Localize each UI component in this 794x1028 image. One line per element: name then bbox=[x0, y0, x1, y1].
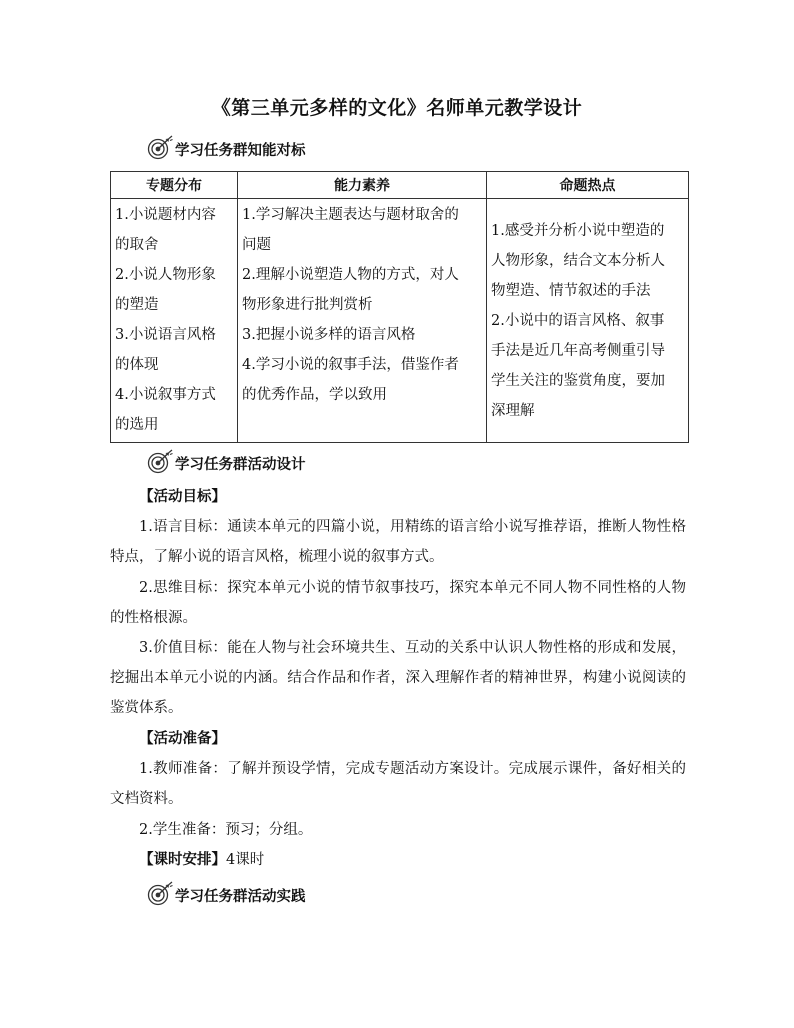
cell-line: 的取舍 bbox=[115, 237, 159, 253]
cell-line: 2.小说人物形象 bbox=[115, 267, 216, 283]
cell-line: 学生关注的鉴赏角度，要加 bbox=[491, 372, 665, 389]
cell-line: 1.学习解决主题表达与题材取舍的 bbox=[242, 207, 459, 223]
table-header-cell: 命题热点 bbox=[487, 172, 689, 199]
target-icon bbox=[147, 135, 173, 161]
activity-goal-label: 【活动目标】 bbox=[139, 488, 226, 505]
cell-line: 2.小说中的语言风格、叙事 bbox=[491, 312, 665, 329]
section-heading-2 bbox=[147, 449, 306, 475]
cell-line: 3.把握小说多样的语言风格 bbox=[242, 327, 416, 343]
cell-line: 的选用 bbox=[115, 417, 159, 433]
cell-line: 物塑造、情节叙述的手法 bbox=[491, 282, 651, 299]
table-header-cell: 专题分布 bbox=[111, 172, 238, 199]
page-title: 《第三单元多样的文化》名师单元教学设计 bbox=[211, 97, 583, 119]
cell-line: 的体现 bbox=[115, 357, 159, 373]
activity-prep-label: 【活动准备】 bbox=[139, 730, 226, 747]
cell-line: 问题 bbox=[242, 237, 271, 253]
cell-line: 3.小说语言风格 bbox=[115, 327, 216, 343]
table-cell-topics bbox=[111, 199, 238, 443]
target-icon bbox=[147, 881, 173, 907]
table-cell-hotspots bbox=[487, 199, 689, 443]
target-icon bbox=[147, 449, 173, 475]
cell-line: 深理解 bbox=[491, 402, 535, 419]
schedule-label: 【课时安排】 bbox=[139, 851, 226, 868]
cell-line: 的优秀作品，学以致用 bbox=[242, 387, 387, 403]
table-header-row bbox=[111, 172, 689, 199]
cell-line: 1.感受并分析小说中塑造的 bbox=[491, 222, 665, 239]
schedule-line bbox=[139, 845, 264, 875]
goal-paragraph-1: 1.语言目标：通读本单元的四篇小说，用精练的语言给小说写推荐语，推断人物性格特点，了解小说的语言风格，梳理小说的叙事方式。 bbox=[110, 519, 686, 565]
knowledge-ability-table bbox=[110, 171, 689, 443]
schedule-value: 4课时 bbox=[226, 852, 265, 868]
section-heading-3 bbox=[147, 881, 306, 907]
prep-paragraph-2: 2.学生准备：预习；分组。 bbox=[139, 822, 313, 838]
section-title: 学习任务群知能对标 bbox=[175, 142, 306, 159]
cell-line: 2.理解小说塑造人物的方式，对人 bbox=[242, 267, 459, 283]
table-row bbox=[111, 199, 689, 443]
table-cell-abilities bbox=[238, 199, 487, 443]
goal-paragraph-2: 2.思维目标：探究本单元小说的情节叙事技巧，探究本单元不同人物不同性格的人物的性格根源。 bbox=[110, 580, 686, 626]
cell-line: 4.小说叙事方式 bbox=[115, 387, 216, 403]
section-title: 学习任务群活动设计 bbox=[175, 456, 306, 473]
section-title: 学习任务群活动实践 bbox=[175, 888, 306, 905]
cell-line: 的塑造 bbox=[115, 297, 159, 313]
goal-paragraph-3: 3.价值目标：能在人物与社会环境共生、互动的关系中认识人物性格的形成和发展，挖掘出本单元小说的内涵。结合作品和作者，深入理解作者的精神世界，构建小说阅读的鉴赏体系。 bbox=[110, 640, 686, 716]
cell-line: 1.小说题材内容 bbox=[115, 207, 216, 223]
cell-line: 手法是近几年高考侧重引导 bbox=[491, 342, 665, 359]
cell-line: 人物形象，结合文本分析人 bbox=[491, 252, 665, 269]
section-heading-1 bbox=[147, 135, 306, 161]
prep-paragraph-1: 1.教师准备：了解并预设学情，完成专题活动方案设计。完成展示课件，备好相关的文档资料。 bbox=[110, 761, 686, 807]
table-header-cell: 能力素养 bbox=[238, 172, 487, 199]
cell-line: 物形象进行批判赏析 bbox=[242, 297, 373, 313]
cell-line: 4.学习小说的叙事手法，借鉴作者 bbox=[242, 357, 459, 373]
